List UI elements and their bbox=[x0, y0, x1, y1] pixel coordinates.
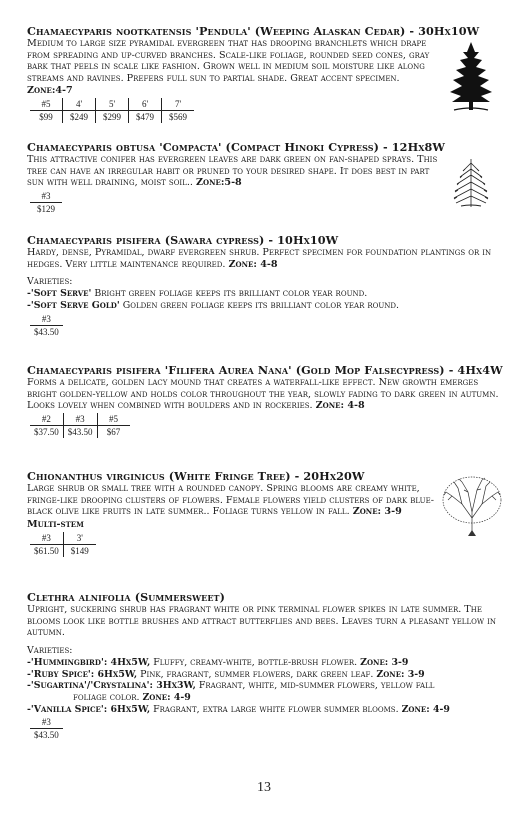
price-cell: $43.50 bbox=[63, 426, 97, 439]
price-cell: $299 bbox=[96, 110, 129, 123]
price-table bbox=[30, 716, 63, 741]
plant-entry-sawara-cypress bbox=[27, 234, 505, 338]
variety-line: -'Vanilla Spice': 6Hx5W, Fragrant, extra large white flower summer blooms. Zone: 4-9 bbox=[27, 703, 450, 715]
size-cell: #3 bbox=[30, 313, 63, 326]
price-cell: $249 bbox=[63, 110, 96, 123]
plant-entry-summersweet bbox=[27, 591, 505, 741]
price-cell: $37.50 bbox=[34, 427, 59, 438]
plant-entry-white-fringe-tree bbox=[27, 470, 505, 557]
size-cell: #5 bbox=[97, 413, 130, 426]
price-cell: $61.50 bbox=[34, 546, 59, 557]
plant-description: Forms a delicate, golden lacy mound that creates a waterfall-like effect. New growth emerges bright golden-yellow and holds color throughout the year, slowly fading to dark green in autumn. Looks lovely when combined with boulders and in rockeries. Zone: 4-8 bbox=[27, 377, 499, 412]
size-cell: 3' bbox=[63, 532, 96, 545]
plant-entry-gold-mop bbox=[27, 364, 505, 438]
price-cell: $43.50 bbox=[34, 730, 59, 741]
weeping-conifer-illustration bbox=[446, 40, 496, 112]
plant-description: Hardy, dense, Pyramidal, dwarf evergreen shrub. Perfect specimen for foundation plantings or in hedges. Very little maintenance required. Zone: 4-8 bbox=[27, 247, 492, 270]
plant-description: This attractive conifer has evergreen leaves are dark green on fan-shaped sprays. This tree can have an irregular habit or pruned to your desired shape. It does best in part sun with well draining, moist soil.. Zone:5-8 bbox=[27, 154, 438, 189]
price-table bbox=[30, 98, 194, 123]
plant-title: Chionanthus virginicus (White Fringe Tree) - 20Hx20W bbox=[27, 469, 365, 483]
price-cell: $569 bbox=[162, 110, 195, 123]
size-cell: #3 bbox=[30, 532, 63, 545]
price-cell: $99 bbox=[39, 111, 53, 122]
plant-description: Medium to large size pyramidal evergreen that has drooping branchlets which drape from spreading and up-curved branches. Scale-like foliage, rounded seed cones, gray bark that peels in scale like fashion. Grown well in medium soil moisture like along streams and ravines. Prefers full sun to partial shade. Great accent specimen. Zone:4-7 bbox=[27, 38, 430, 96]
plant-description: Large shrub or small tree with a rounded canopy. Spring blooms are creamy white, fringe-like drooping clusters of flowers. Female flowers yield clusters of dark blue-black olive like fruits in late summer.. Foliage turns yellow in fall. Zone: 3-9 bbox=[27, 483, 434, 518]
price-cell: $149 bbox=[63, 545, 96, 558]
price-cell: $479 bbox=[129, 110, 162, 123]
size-cell: #5 bbox=[30, 98, 63, 111]
variety-line: -'Sugartina'/'Crystalina': 3Hx3W, Fragrant, white, mid-summer flowers, yellow fall foliage color. Zone: 4-9 bbox=[27, 680, 435, 703]
price-cell: $43.50 bbox=[34, 326, 59, 337]
varieties-label: Varieties: bbox=[27, 645, 73, 657]
varieties-label: Varieties: bbox=[27, 276, 73, 288]
variety-line: -'Soft Serve Gold' Golden green foliage keeps its brilliant color year round. bbox=[27, 299, 399, 311]
plant-entry-weeping-alaskan-cedar bbox=[27, 25, 505, 123]
plant-title: Chamaecyparis pisifera 'Filifera Aurea Nana' (Gold Mop Falsecypress) - 4Hx4W bbox=[27, 363, 503, 377]
size-cell: #3 bbox=[63, 413, 97, 426]
size-cell: 5' bbox=[96, 98, 129, 111]
plant-title: Chamaecyparis pisifera (Sawara cypress) - 10Hx10W bbox=[27, 233, 339, 247]
cypress-sketch-illustration bbox=[451, 157, 491, 209]
variety-line: -'Soft Serve' Bright green foliage keeps its brilliant color year round. bbox=[27, 288, 368, 300]
plant-entry-compact-hinoki bbox=[27, 141, 505, 215]
size-cell: #3 bbox=[30, 190, 62, 203]
size-cell: #2 bbox=[30, 413, 63, 426]
price-table bbox=[30, 532, 96, 557]
price-table bbox=[30, 413, 130, 438]
plant-subtype: Multi-stem bbox=[27, 519, 84, 531]
price-cell: $67 bbox=[97, 426, 130, 439]
price-cell: $129 bbox=[37, 204, 55, 215]
size-cell: #3 bbox=[30, 716, 63, 729]
price-table bbox=[30, 313, 63, 338]
price-table bbox=[30, 190, 62, 215]
plant-title: Clethra alnifolia (Summersweet) bbox=[27, 590, 226, 604]
variety-line: -'Ruby Spice': 6Hx5W, Pink, fragrant, summer flowers, dark green leaf. Zone: 3-9 bbox=[27, 668, 425, 680]
page-number: 13 bbox=[257, 780, 271, 795]
variety-line: -'Hummingbird': 4Hx5W, Fluffy, creamy-white, bottle-brush flower. Zone: 3-9 bbox=[27, 656, 409, 668]
size-cell: 4' bbox=[63, 98, 96, 111]
plant-title: Chamaecyparis obtusa 'Compacta' (Compact Hinoki Cypress) - 12Hx8W bbox=[27, 140, 446, 154]
size-cell: 6' bbox=[129, 98, 162, 111]
size-cell: 7' bbox=[162, 98, 195, 111]
plant-title: Chamaecyparis nootkatensis 'Pendula' (Weeping Alaskan Cedar) - 30Hx10W bbox=[27, 24, 480, 38]
plant-description: Upright, suckering shrub has fragrant white or pink terminal flower spikes in late summer. The blooms look like bottle brushes and attract butterflies and bees. Leaves turn a pleasant yellow in autumn. bbox=[27, 604, 496, 639]
bare-tree-illustration bbox=[440, 474, 504, 538]
